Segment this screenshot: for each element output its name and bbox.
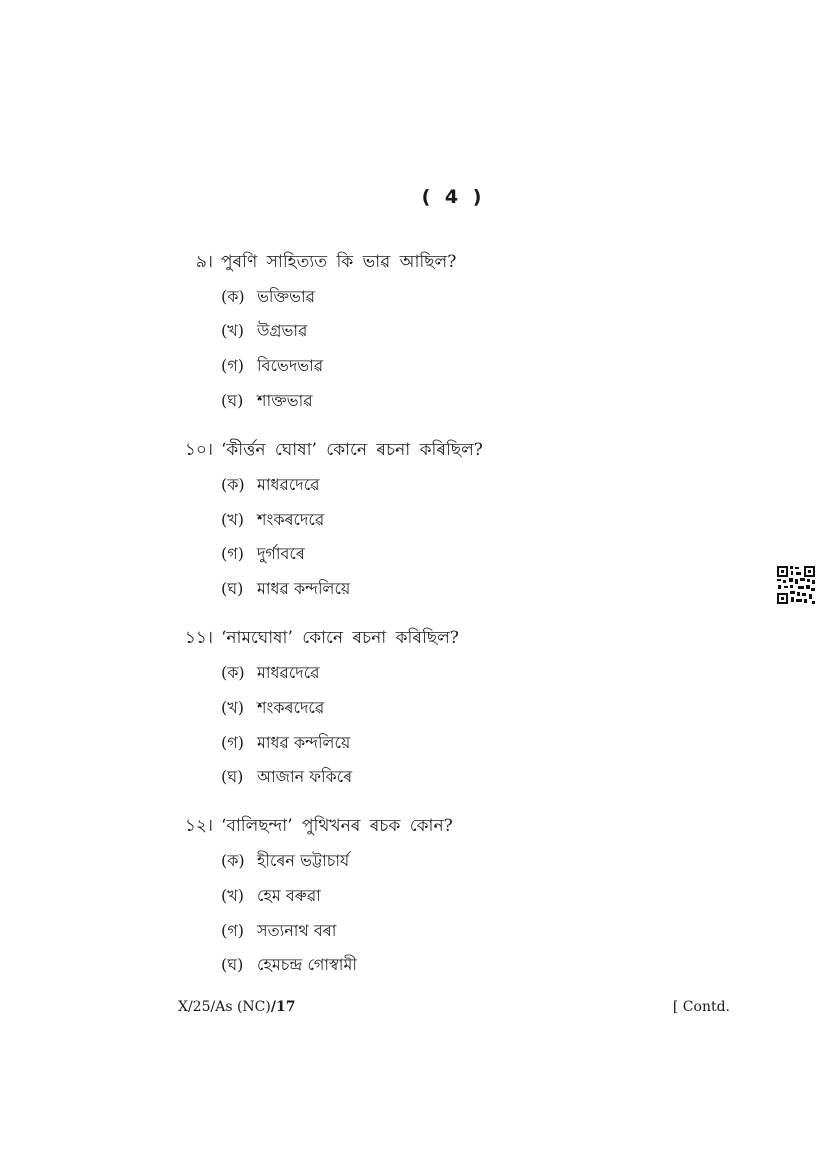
paper-code-suffix: /17 <box>270 999 296 1015</box>
option-ka <box>221 848 349 875</box>
question-number: ১১। <box>184 628 213 648</box>
option-label: (খ) <box>221 698 244 717</box>
option-ka <box>221 284 315 311</box>
question-number: ৯। <box>195 252 213 272</box>
question-text: ‘বালিছন্দা’ পুথিখনৰ ৰচক কোন? <box>221 816 453 836</box>
option-label: (খ) <box>221 886 244 905</box>
option-ka <box>221 472 319 499</box>
option-kha <box>221 507 324 534</box>
question-9 <box>178 249 738 410</box>
option-ka <box>221 660 319 687</box>
option-gha <box>221 576 350 603</box>
option-ga <box>221 918 336 945</box>
option-text: হীৰেন ভট্টাচাৰ্য <box>257 851 350 870</box>
option-label: (ঘ) <box>221 955 244 974</box>
option-text: উগ্ৰভাৱ <box>257 321 308 340</box>
option-label: (ক) <box>221 475 245 494</box>
option-label: (ক) <box>221 663 245 682</box>
paper-code <box>178 999 295 1015</box>
option-gha <box>221 388 313 415</box>
option-label: (ক) <box>221 287 245 306</box>
question-number: ১০। <box>184 440 213 460</box>
option-text: হেমচন্দ্ৰ গোস্বামী <box>257 955 357 974</box>
option-text: মাধৱ কন্দলিয়ে <box>257 733 351 752</box>
page-number: ( 4 ) <box>421 186 486 208</box>
option-text: সত্যনাথ বৰা <box>257 921 337 940</box>
question-11 <box>178 625 738 786</box>
question-text: ‘কীৰ্ত্তন ঘোষা’ কোনে ৰচনা কৰিছিল? <box>221 440 483 460</box>
option-ga <box>221 541 305 568</box>
option-text: মাধৱদেৱে <box>257 475 320 494</box>
option-kha <box>221 695 324 722</box>
option-text: শাক্তভাৱ <box>257 391 313 410</box>
option-text: মাধৱদেৱে <box>257 663 320 682</box>
option-text: বিভেদভাৱ <box>257 356 324 375</box>
option-kha <box>221 318 307 345</box>
question-12 <box>178 813 738 974</box>
contd-label: [ Contd. <box>672 999 730 1015</box>
option-text: ভক্তিভাৱ <box>257 287 315 306</box>
question-text: ‘নামঘোষা’ কোনে ৰচনা কৰিছিল? <box>221 628 459 648</box>
option-label: (ঘ) <box>221 767 244 786</box>
question-10 <box>178 437 738 598</box>
option-gha <box>221 764 352 791</box>
qr-code-icon <box>776 565 816 605</box>
option-text: শংকৰদেৱে <box>257 698 325 717</box>
option-ga <box>221 353 323 380</box>
option-label: (ক) <box>221 851 245 870</box>
option-text: দুৰ্গাবৰে <box>257 544 305 563</box>
option-label: (গ) <box>221 733 244 752</box>
paper-code-prefix: X/25/As (NC) <box>178 999 271 1015</box>
option-text: মাধৱ কন্দলিয়ে <box>257 579 351 598</box>
option-text: হেম বৰুৱা <box>257 886 321 905</box>
option-label: (খ) <box>221 510 244 529</box>
option-gha <box>221 952 357 979</box>
question-number: ১২। <box>184 816 213 836</box>
option-label: (গ) <box>221 544 244 563</box>
option-label: (গ) <box>221 356 244 375</box>
option-text: আজান ফকিৰে <box>257 767 353 786</box>
option-label: (খ) <box>221 321 244 340</box>
option-text: শংকৰদেৱে <box>257 510 325 529</box>
option-label: (ঘ) <box>221 579 244 598</box>
option-ga <box>221 730 350 757</box>
option-kha <box>221 883 321 910</box>
option-label: (গ) <box>221 921 244 940</box>
question-text: পুৰণি সাহিত্যত কি ভাৱ আছিল? <box>221 252 457 272</box>
option-label: (ঘ) <box>221 391 244 410</box>
